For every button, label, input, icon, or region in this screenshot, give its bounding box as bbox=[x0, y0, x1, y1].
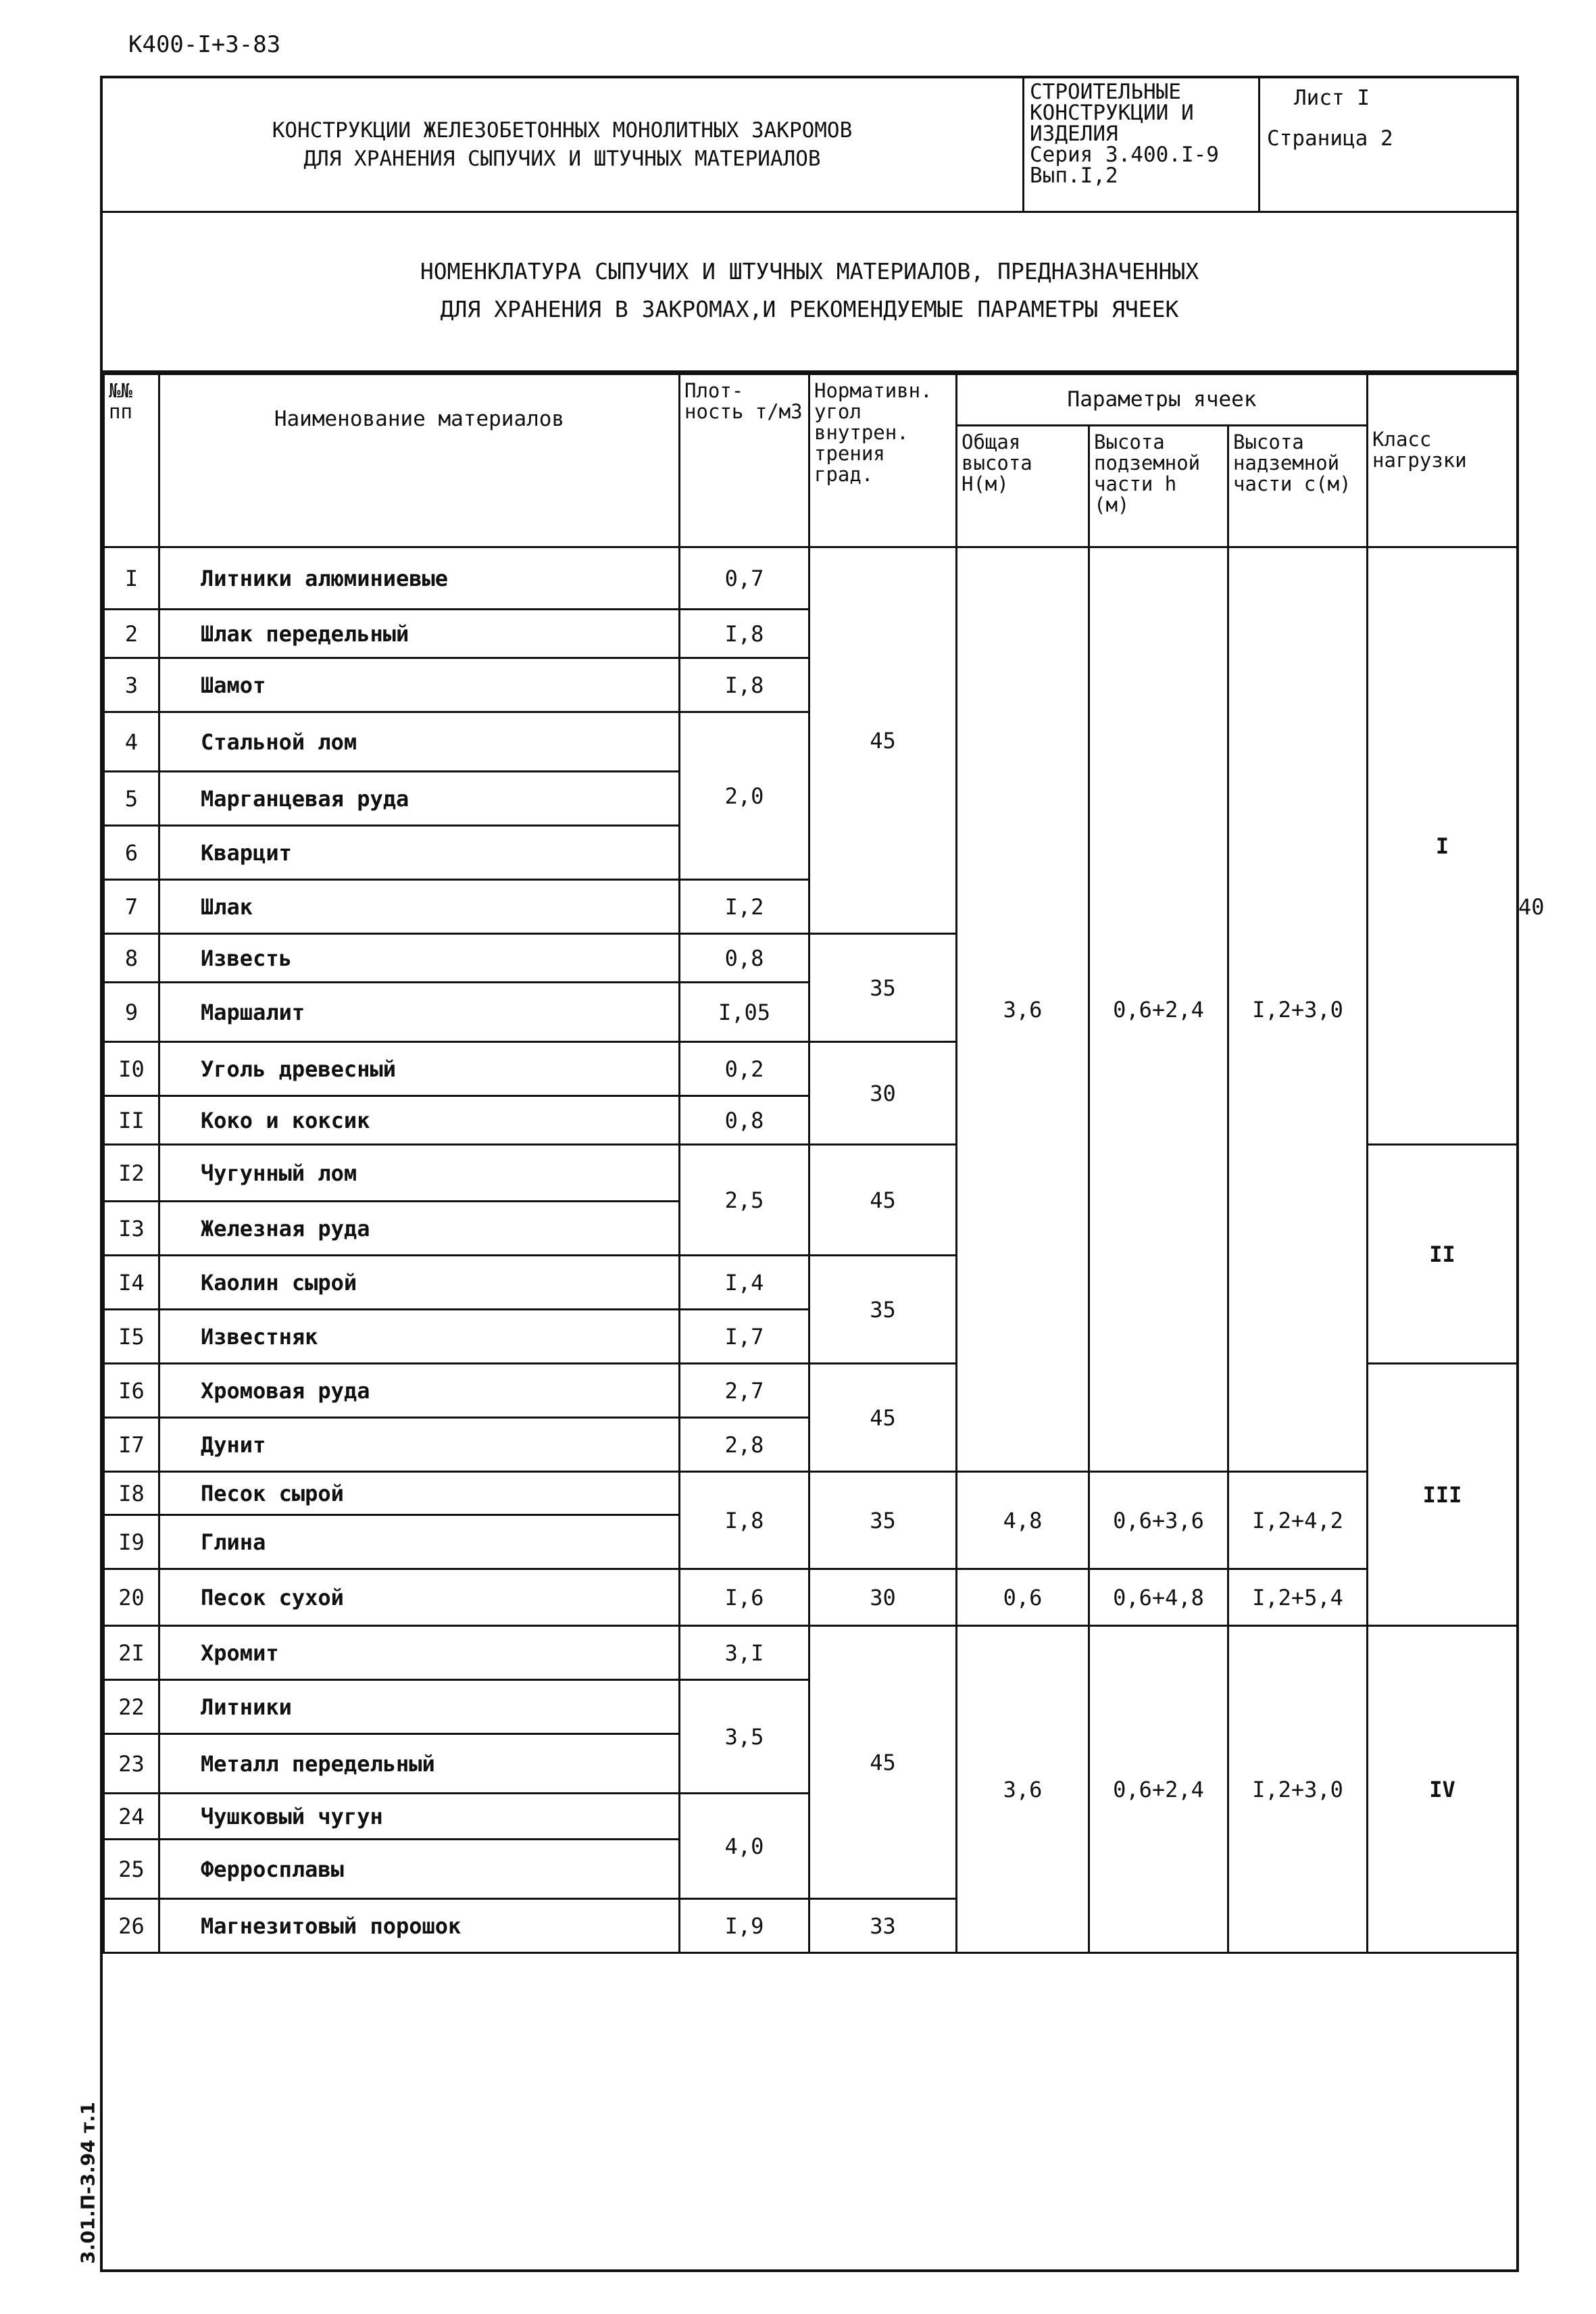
angle-value: 45 bbox=[809, 1364, 957, 1472]
row-number: 23 bbox=[104, 1734, 159, 1794]
above-height-value: I,2+3,0 bbox=[1228, 1626, 1368, 1953]
table-row: 7 Шлак I,2 40 bbox=[104, 880, 1518, 934]
table-title bbox=[100, 211, 1519, 373]
material-name: Ферросплавы bbox=[159, 1840, 680, 1899]
total-height-value: 3,6 bbox=[957, 1626, 1089, 1953]
material-name: Литники bbox=[159, 1680, 680, 1734]
angle-value: 45 bbox=[809, 1626, 957, 1899]
series-line-5: Вып.I,2 bbox=[1030, 164, 1118, 188]
material-name: Коко и коксик bbox=[159, 1096, 680, 1145]
row-number: I bbox=[104, 547, 159, 610]
density-value: 2,5 bbox=[680, 1145, 809, 1256]
page-number: Страница 2 bbox=[1267, 126, 1393, 151]
total-height-value: 4,8 bbox=[957, 1472, 1089, 1569]
material-name: Хромовая руда bbox=[159, 1364, 680, 1418]
above-height-value: I,2+3,0 bbox=[1228, 547, 1368, 1472]
load-class-value: II bbox=[1368, 1145, 1518, 1364]
col-header-num: №№ пп bbox=[104, 374, 159, 547]
row-number: I8 bbox=[104, 1472, 159, 1515]
title-block bbox=[100, 76, 1519, 213]
row-number: 2I bbox=[104, 1626, 159, 1680]
angle-value: 45 bbox=[809, 1145, 957, 1256]
density-value: 0,8 bbox=[680, 934, 809, 983]
density-value: I,7 bbox=[680, 1310, 809, 1364]
density-value: 4,0 bbox=[680, 1794, 809, 1899]
document-title bbox=[101, 77, 1024, 212]
series-info bbox=[1024, 77, 1260, 212]
row-number: I7 bbox=[104, 1418, 159, 1472]
title-line-2: ДЛЯ ХРАНЕНИЯ СЫПУЧИХ И ШТУЧНЫХ МАТЕРИАЛОВ bbox=[303, 146, 821, 171]
total-height-value: 3,6 bbox=[957, 547, 1089, 1472]
col-header-angle: Нормативн. угол внутрен. трения град. bbox=[809, 374, 957, 547]
material-name: Чугунный лом bbox=[159, 1145, 680, 1202]
table-title-line-1: НОМЕНКЛАТУРА СЫПУЧИХ И ШТУЧНЫХ МАТЕРИАЛОВ, ПРЕДНАЗНАЧЕННЫХ bbox=[420, 258, 1199, 285]
above-height-value: I,2+4,2 bbox=[1228, 1472, 1368, 1569]
side-stamp-text: 3.01.П-3.94 т.1 bbox=[76, 2102, 99, 2264]
row-number: 24 bbox=[104, 1794, 159, 1840]
density-value: 0,7 bbox=[680, 547, 809, 610]
angle-value: 35 bbox=[809, 1472, 957, 1569]
col-header-density: Плот- ность т/м3 bbox=[680, 374, 809, 547]
row-number: 6 bbox=[104, 826, 159, 880]
material-name: Стальной лом bbox=[159, 712, 680, 772]
under-height-value: 0,6+4,8 bbox=[1089, 1569, 1228, 1626]
angle-value: 30 bbox=[809, 1042, 957, 1145]
material-name: Маршалит bbox=[159, 983, 680, 1042]
material-name: Шлак передельный bbox=[159, 610, 680, 658]
table-row bbox=[104, 547, 1518, 610]
density-value: 3,5 bbox=[680, 1680, 809, 1794]
table-row bbox=[104, 1569, 1518, 1626]
row-number: I0 bbox=[104, 1042, 159, 1096]
row-number: I4 bbox=[104, 1256, 159, 1310]
table-title-line-2: ДЛЯ ХРАНЕНИЯ В ЗАКРОМАХ,И РЕКОМЕНДУЕМЫЕ ПАРАМЕТРЫ ЯЧЕЕК bbox=[440, 296, 1179, 322]
under-height-value: 0,6+2,4 bbox=[1089, 547, 1228, 1472]
material-name: Песок сырой bbox=[159, 1472, 680, 1515]
series-line-1: СТРОИТЕЛЬНЫЕ bbox=[1030, 80, 1181, 104]
row-number: 8 bbox=[104, 934, 159, 983]
row-number: 26 bbox=[104, 1899, 159, 1953]
material-name: Песок сухой bbox=[159, 1569, 680, 1626]
material-name: Литники алюминиевые bbox=[159, 547, 680, 610]
material-name: Шлак bbox=[159, 880, 680, 934]
density-value: I,8 bbox=[680, 1472, 809, 1569]
row-number: 2 bbox=[104, 610, 159, 658]
material-name: Чушковый чугун bbox=[159, 1794, 680, 1840]
row-number: 5 bbox=[104, 772, 159, 826]
material-name: Шамот bbox=[159, 658, 680, 712]
material-name: Каолин сырой bbox=[159, 1256, 680, 1310]
row-number: II bbox=[104, 1096, 159, 1145]
density-value: 2,8 bbox=[680, 1418, 809, 1472]
material-name: Уголь древесный bbox=[159, 1042, 680, 1096]
sheet-info bbox=[1260, 77, 1518, 212]
col-header-under-height: Высота подземной части h (м) bbox=[1089, 426, 1228, 547]
density-value: I,8 bbox=[680, 658, 809, 712]
title-line-1: КОНСТРУКЦИИ ЖЕЛЕЗОБЕТОННЫХ МОНОЛИТНЫХ ЗАКРОМОВ bbox=[272, 118, 853, 143]
density-value: 0,2 bbox=[680, 1042, 809, 1096]
density-value: I,9 bbox=[680, 1899, 809, 1953]
angle-value: 33 bbox=[809, 1899, 957, 1953]
material-name: Дунит bbox=[159, 1418, 680, 1472]
row-number: 3 bbox=[104, 658, 159, 712]
material-name: Металл передельный bbox=[159, 1734, 680, 1794]
row-number: I5 bbox=[104, 1310, 159, 1364]
material-name: Известь bbox=[159, 934, 680, 983]
document-code: К400-I+3-83 bbox=[128, 31, 281, 58]
side-stamp bbox=[68, 2082, 108, 2284]
row-number: I2 bbox=[104, 1145, 159, 1202]
row-number: 22 bbox=[104, 1680, 159, 1734]
angle-value: 35 bbox=[809, 1256, 957, 1364]
material-name: Железная руда bbox=[159, 1202, 680, 1256]
above-height-value: I,2+5,4 bbox=[1228, 1569, 1368, 1626]
row-number: 20 bbox=[104, 1569, 159, 1626]
density-value: I,4 bbox=[680, 1256, 809, 1310]
table-row bbox=[104, 1626, 1518, 1680]
material-name: Кварцит bbox=[159, 826, 680, 880]
material-name: Глина bbox=[159, 1515, 680, 1569]
material-name: Магнезитовый порошок bbox=[159, 1899, 680, 1953]
load-class-value: III bbox=[1368, 1364, 1518, 1626]
row-number: I3 bbox=[104, 1202, 159, 1256]
load-class-value: IV bbox=[1368, 1626, 1518, 1953]
under-height-value: 0,6+3,6 bbox=[1089, 1472, 1228, 1569]
density-value: I,8 bbox=[680, 610, 809, 658]
density-value: I,05 bbox=[680, 983, 809, 1042]
angle-value: 45 bbox=[809, 547, 957, 934]
material-name: Хромит bbox=[159, 1626, 680, 1680]
materials-table bbox=[103, 373, 1545, 1954]
table-row bbox=[104, 1472, 1518, 1515]
density-value: 2,7 bbox=[680, 1364, 809, 1418]
row-number: 25 bbox=[104, 1840, 159, 1899]
sheet-number: Лист I bbox=[1294, 86, 1370, 110]
row-number: 4 bbox=[104, 712, 159, 772]
col-header-params: Параметры ячеек bbox=[957, 374, 1368, 426]
load-class-value: I bbox=[1368, 547, 1518, 1145]
col-header-total-height: Общая высота Н(м) bbox=[957, 426, 1089, 547]
density-value: I,2 bbox=[680, 880, 809, 934]
series-line-4: Серия 3.400.I-9 bbox=[1030, 143, 1219, 167]
row-number: 9 bbox=[104, 983, 159, 1042]
density-value: 0,8 bbox=[680, 1096, 809, 1145]
under-height-value: 0,6+2,4 bbox=[1089, 1626, 1228, 1953]
col-header-name bbox=[159, 374, 680, 547]
col-header-load-class bbox=[1368, 374, 1518, 547]
total-height-value: 0,6 bbox=[957, 1569, 1089, 1626]
col-header-above-height: Высота надземной части с(м) bbox=[1228, 426, 1368, 547]
col-header-name-text: Наименование материалов bbox=[274, 407, 565, 431]
material-name: Известняк bbox=[159, 1310, 680, 1364]
row-number: I9 bbox=[104, 1515, 159, 1569]
density-value: I,6 bbox=[680, 1569, 809, 1626]
series-line-3: ИЗДЕЛИЯ bbox=[1030, 122, 1118, 146]
angle-value: 30 bbox=[809, 1569, 957, 1626]
angle-value: 35 bbox=[809, 934, 957, 1042]
density-value: 3,I bbox=[680, 1626, 809, 1680]
density-value: 2,0 bbox=[680, 712, 809, 880]
row-number: I6 bbox=[104, 1364, 159, 1418]
col-header-load-class-text: Класс нагрузки bbox=[1372, 428, 1467, 472]
series-line-2: КОНСТРУКЦИИ И bbox=[1030, 101, 1194, 125]
material-name: Марганцевая руда bbox=[159, 772, 680, 826]
row-number: 7 bbox=[104, 880, 159, 934]
